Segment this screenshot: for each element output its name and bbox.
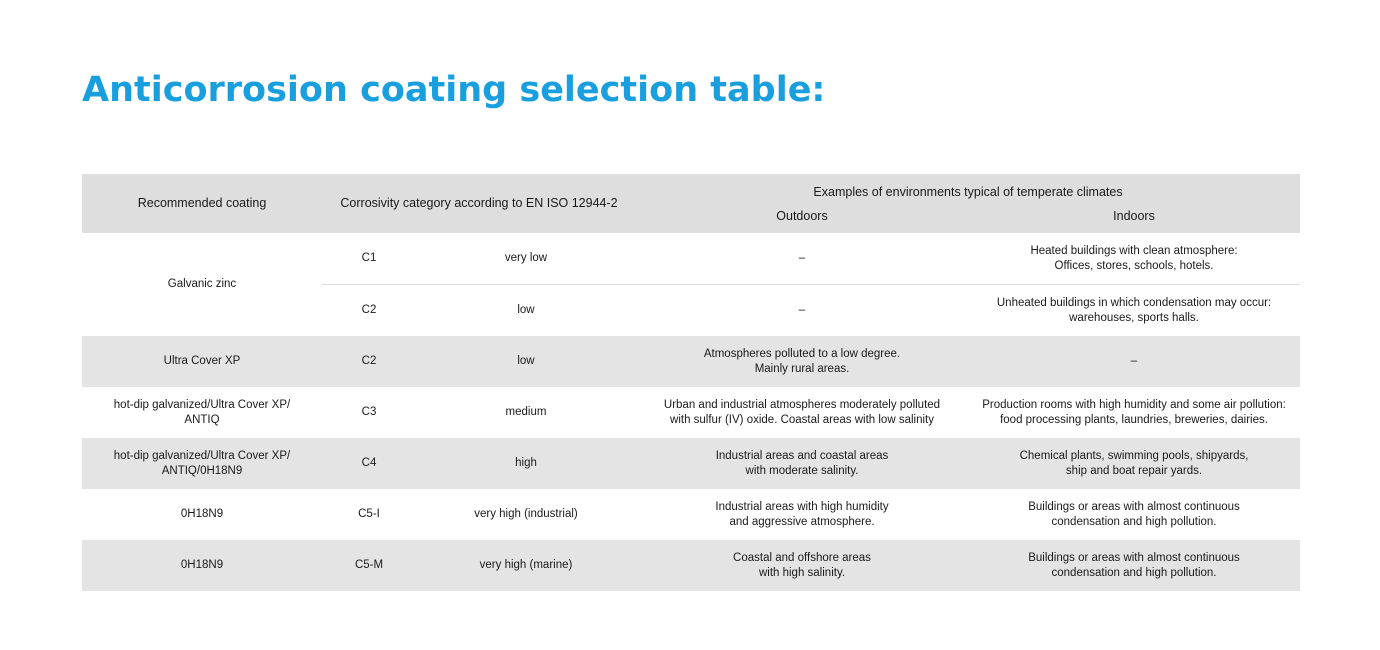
header-outdoors: Outdoors <box>776 209 828 223</box>
cell-outdoors: Atmospheres polluted to a low degree. Mainly rural areas. <box>703 347 901 375</box>
cell-category-code: C2 <box>361 355 377 367</box>
cell-indoors: Heated buildings with clean atmosphere: Offices, stores, schools, hotels. <box>968 233 1300 285</box>
cell-coating: 0H18N9 <box>180 508 224 520</box>
table-body <box>82 233 1300 591</box>
cell-category-code: C1 <box>322 233 416 285</box>
table-row <box>82 387 1300 438</box>
cell-outdoors: – <box>798 304 806 316</box>
cell-outdoors: Industrial areas and coastal areas with moderate salinity. <box>715 449 889 477</box>
cell-category-level: low <box>517 355 535 367</box>
cell-category-level: very high (marine) <box>479 559 573 571</box>
cell-coating: Ultra Cover XP <box>163 355 241 367</box>
cell-indoors: Chemical plants, swimming pools, shipyards, ship and boat repair yards. <box>1019 449 1249 477</box>
cell-coating: 0H18N9 <box>180 559 224 571</box>
header-environments: Examples of environments typical of temperate climates <box>813 185 1123 199</box>
cell-category-level: low <box>517 304 535 316</box>
cell-category-code: C5-I <box>358 508 380 520</box>
cell-outdoors: Urban and industrial atmospheres moderately polluted with sulfur (IV) oxide. Coastal areas with low salinity <box>663 398 941 426</box>
cell-coating: Galvanic zinc <box>167 278 237 290</box>
table-row <box>82 438 1300 489</box>
table-row <box>82 336 1300 387</box>
table-header <box>82 174 1300 233</box>
cell-indoors: Buildings or areas with almost continuous condensation and high pollution. <box>1028 551 1240 579</box>
cell-coating: hot-dip galvanized/Ultra Cover XP/ ANTIQ/0H18N9 <box>113 449 291 477</box>
cell-indoors: Buildings or areas with almost continuous condensation and high pollution. <box>1028 500 1240 528</box>
cell-category-level: very low <box>416 233 636 285</box>
coating-selection-table <box>82 174 1300 591</box>
header-corrosivity-category: Corrosivity category according to EN ISO 12944-2 <box>340 196 618 210</box>
header-recommended-coating: Recommended coating <box>137 196 267 210</box>
cell-category-level: very high (industrial) <box>474 508 578 520</box>
table-row <box>82 489 1300 540</box>
cell-coating: hot-dip galvanized/Ultra Cover XP/ ANTIQ <box>113 398 291 426</box>
cell-outdoors: – <box>636 233 968 285</box>
cell-category-code: C2 <box>361 304 377 316</box>
cell-category-level: medium <box>505 406 547 418</box>
cell-outdoors: Coastal and offshore areas with high salinity. <box>733 551 871 579</box>
table-row <box>82 233 1300 285</box>
page-title: Anticorrosion coating selection table: <box>82 70 826 110</box>
header-indoors: Indoors <box>1113 209 1155 223</box>
cell-indoors: Production rooms with high humidity and some air pollution: food processing plants, laundries, breweries, dairies. <box>982 398 1286 426</box>
cell-category-code: C4 <box>361 457 377 469</box>
table-row <box>82 540 1300 591</box>
cell-category-code: C5-M <box>354 559 384 571</box>
cell-category-code: C3 <box>361 406 377 418</box>
cell-outdoors: Industrial areas with high humidity and aggressive atmosphere. <box>715 500 889 528</box>
cell-category-level: high <box>515 457 537 469</box>
cell-indoors: Unheated buildings in which condensation may occur: warehouses, sports halls. <box>996 296 1272 324</box>
cell-indoors: – <box>1130 355 1138 367</box>
